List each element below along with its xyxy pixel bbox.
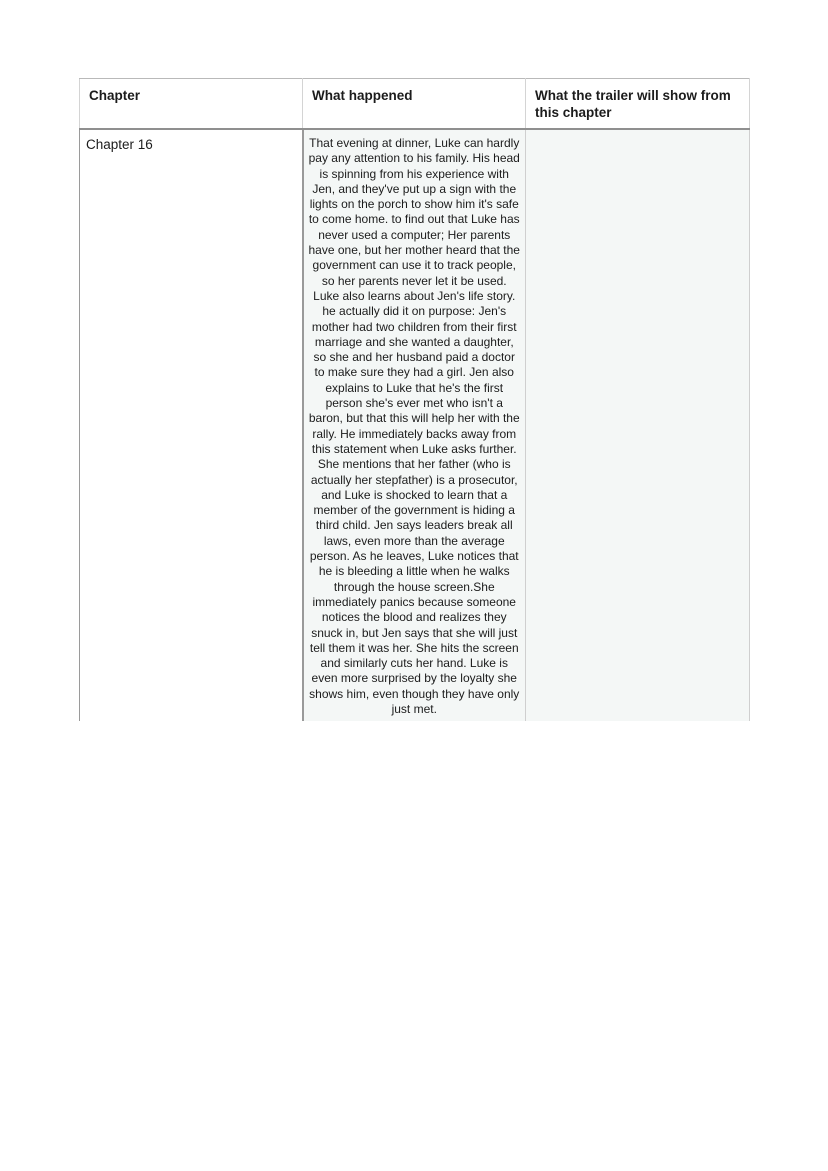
summary-cell bbox=[303, 129, 526, 721]
header-trailer: What the trailer will show from this chapter bbox=[526, 79, 750, 130]
header-chapter: Chapter bbox=[80, 79, 303, 130]
trailer-cell bbox=[526, 129, 750, 721]
chapter-summary-table bbox=[79, 78, 750, 721]
header-what-happened: What happened bbox=[303, 79, 526, 130]
chapter-cell: Chapter 16 bbox=[80, 129, 303, 721]
table-header-row bbox=[80, 79, 750, 130]
summary-text: That evening at dinner, Luke can hardly pay any attention to his family. His head is spinning from his experience with Jen, and they've put up a sign with the lights on the porch to show him it's safe to come home. to find out that Luke has never used a computer; Her parents have one, but her mother heard that the government can use it to track people, so her parents never let it be used. Luke also learns about Jen's life story. he actually did it on purpose: Jen's mother had two children from their first marriage and she wanted a daughter, so she and her husband paid a doctor to make sure they had a girl. Jen also explains to Luke that he's the first person she's ever met who isn't a baron, but that this will help her with the rally. He immediately backs away from this statement when Luke asks further. She mentions that her father (who is actually her stepfather) is a prosecutor, and Luke is shocked to learn that a member of the government is hiding a third child. Jen says leaders break all laws, even more than the average person. As he leaves, Luke notices that he is bleeding a little when he walks through the house screen.She immediately panics because someone notices the blood and realizes they snuck in, but Jen says that she will just tell them it was her. She hits the screen and similarly cuts her hand. Luke is even more surprised by the loyalty she shows him, even though they have only just met. bbox=[308, 136, 520, 716]
table-row bbox=[80, 129, 750, 721]
